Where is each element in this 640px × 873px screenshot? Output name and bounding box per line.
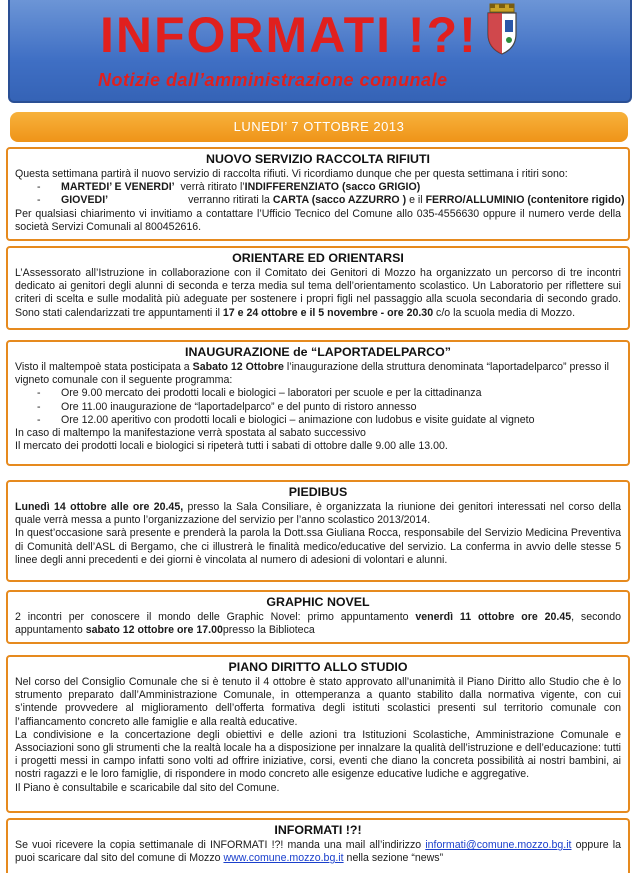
section-title: NUOVO SERVIZIO RACCOLTA RIFIUTI xyxy=(206,152,430,166)
footer-text: Se vuoi ricevere la copia settimanale di INFORMATI !?! manda una mail all’indirizzo informati@comune.mozzo.bg.it oppure la puoi scaricare dal sito del comune di Mozzo www.comune.mozzo.bg.it nella sezione “news” xyxy=(15,839,622,865)
section-piedibus xyxy=(6,480,630,582)
piedibus-text: Lunedì 14 ottobre alle ore 20.45, presso la Sala Consiliare, è organizzata la riunione dei genitori interessati nel corso della quale verrà messa a punto l’organizzazione del servizio per l’anno scolastico 2013/2014. xyxy=(15,501,621,527)
issue-date-banner: LUNEDI’ 7 OTTOBRE 2013 xyxy=(10,112,628,142)
website-link[interactable]: www.comune.mozzo.bg.it xyxy=(223,852,344,865)
section-title: INFORMATI !?! xyxy=(274,823,362,837)
section-rifiuti xyxy=(6,147,630,241)
inaugurazione-intro: Visto il maltempoè stata posticipata a Sabato 12 Ottobre l’inaugurazione della struttura denominata “laportadelparco” presso il vigneto comunale con il seguente programma: xyxy=(15,361,609,387)
graphic-novel-text: 2 incontri per conoscere il mondo delle Graphic Novel: primo appuntamento venerdì 11 ottobre ore 20.45, secondo appuntamento sabato 12 ottobre ore 17.00presso la Biblioteca xyxy=(15,611,621,637)
piano-text: Nel corso del Consiglio Comunale che si è tenuto il 4 ottobre è stato approvato all’unanimità il Piano Diritto allo Studio che è lo strumento preparato dall’Amministrazione Comunale, in ottemperanza a quanto stabilito dalla normativa vigente, con cui s’intende provvedere al miglioramento dell’offerta formativa degli istituti scolastici presenti sul territorio comunale con l’affiancamento concreto alle famiglie e alla realtà educative. xyxy=(15,676,621,728)
list-item: - Ore 12.00 aperitivo con prodotti locali e biologici – animazione con ludobus e visite guidate al vigneto xyxy=(37,413,535,426)
inaugurazione-note: Il mercato dei prodotti locali e biologici si ripeterà tutti i sabati di ottobre dalle 9.00 alle 13.00. xyxy=(15,440,448,453)
piano-text: La condivisione e la concertazione degli obiettivi e delle azioni tra Istituzioni Scolastiche, Amministrazione Comunale e Associazioni sono gli strumenti che la realtà locale ha a disposizione per innalzare la qualità dell’istruzione e dell’educazione: tutti i progetti messi in campo infatti sono volti ad offrire iniziative, corsi, eventi che diano la concreta possibilità ai nostri bambini, ai nostri ragazzi e le loro famiglie, di rispondere in modo concreto alle esigenze educative ludiche e aggregative. xyxy=(15,728,621,781)
section-informati-footer xyxy=(6,818,630,873)
rifiuti-outro: Per qualsiasi chiarimento vi invitiamo a contattare l’Ufficio Tecnico del Comune allo 035-4556630 oppure il numero verde della società Servizi Comunali al 800452616. xyxy=(15,207,621,233)
municipal-crest-icon xyxy=(480,2,524,56)
inaugurazione-note: In caso di maltempo la manifestazione verrà spostata al sabato successivo xyxy=(15,427,366,440)
section-title: ORIENTARE ED ORIENTARSI xyxy=(232,251,404,265)
list-item: - MARTEDI’ E VENERDI’ verrà ritirato l’INDIFFERENZIATO (sacco GRIGIO) xyxy=(37,181,421,194)
section-orientare xyxy=(6,246,630,330)
section-inaugurazione xyxy=(6,340,630,466)
section-title: INAUGURAZIONE de “LAPORTADELPARCO” xyxy=(185,345,451,359)
rifiuti-intro: Questa settimana partirà il nuovo servizio di raccolta rifiuti. Vi ricordiamo dunque che per questa settimana i ritiri sono: xyxy=(15,168,568,180)
section-title: GRAPHIC NOVEL xyxy=(266,595,370,609)
list-item: - Ore 11.00 inaugurazione de “laportadelparco” e del punto di ristoro annesso xyxy=(37,400,417,413)
list-item: - Ore 9.00 mercato dei prodotti locali e biologici – laboratori per scuole e per la cittadinanza xyxy=(37,387,482,400)
section-piano-diritto-studio xyxy=(6,655,630,813)
orientare-text: L’Assessorato all’Istruzione in collaborazione con il Comitato dei Genitori di Mozzo ha organizzato un percorso di tre incontri dedicato ai genitori degli alunni di seconda e terza media sul tema dell’orientamento scolastico. Un Laboratorio per riflettere sui criteri di scelta e sulle modalità più adeguate per sostenere i propri figli nel passaggio alla scuola secondaria di secondo grado. Sono stati calendarizzati tre appuntamenti il 17 e 24 ottobre e il 5 novembre - ore 20.30 c/o la scuola media di Mozzo. xyxy=(15,267,621,319)
piano-text: Il Piano è consultabile e scaricabile dal sito del Comune. xyxy=(15,781,280,794)
piedibus-text: In quest’occasione sarà presente e prenderà la parola la Dott.ssa Giuliana Rocca, responsabile del Servizio Medicina Preventiva di Comunità dell’ASL di Bergamo, che ci illustrerà le finalità medico/educative del servizio. La conferma in avvio delle stesse 5 linee degli anni precedenti e dei giorni è vincolata al numero di adesioni di volontari e alunni. xyxy=(15,527,621,566)
section-graphic-novel xyxy=(6,590,630,644)
list-item: - GIOVEDI’ verranno ritirati la CARTA (sacco AZZURRO ) e il FERRO/ALLUMINIO (contenitore rigido) xyxy=(37,194,625,207)
section-title: PIANO DIRITTO ALLO STUDIO xyxy=(228,660,408,674)
masthead xyxy=(8,0,632,103)
masthead-title: INFORMATI !?! xyxy=(100,7,478,63)
masthead-subtitle: Notizie dall’amministrazione comunale xyxy=(98,70,448,90)
email-link[interactable]: informati@comune.mozzo.bg.it xyxy=(425,839,572,851)
section-title: PIEDIBUS xyxy=(288,485,348,499)
